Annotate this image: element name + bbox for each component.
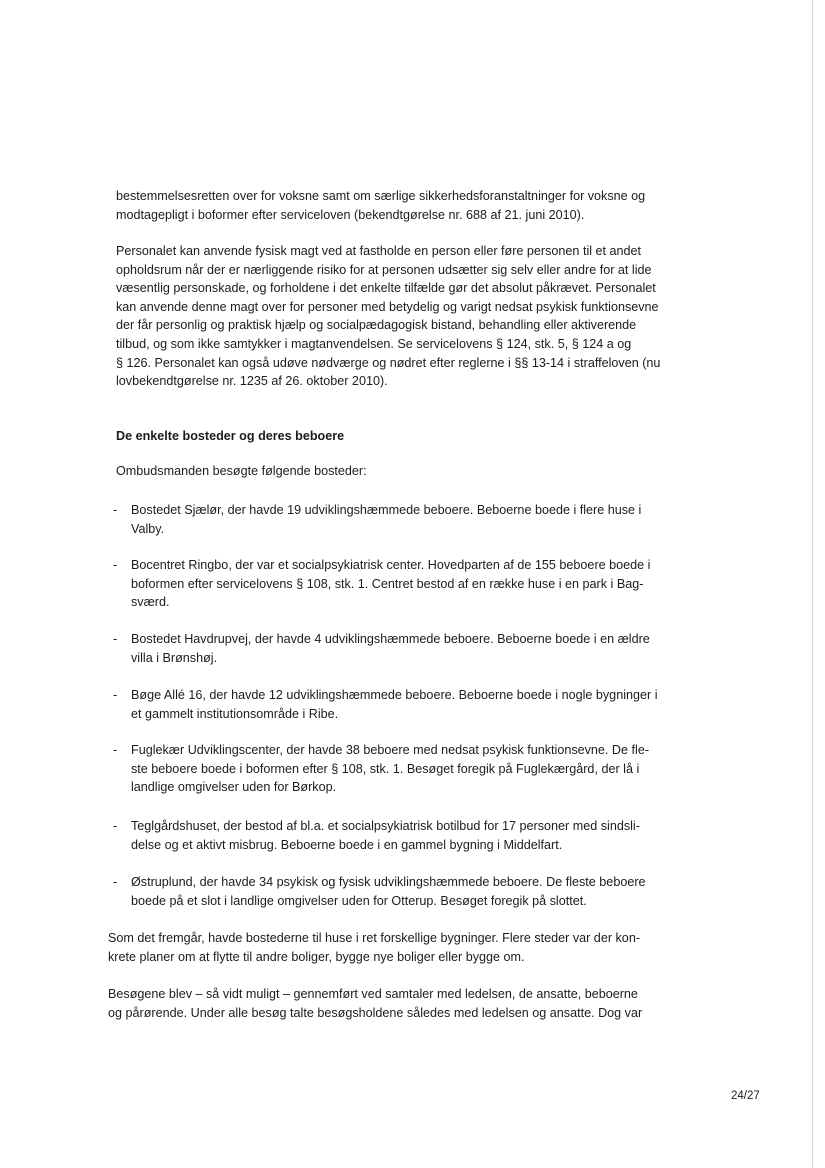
text-line: Valby. [131, 521, 165, 536]
list-dash: - [113, 503, 118, 517]
text-line: lovbekendtgørelse nr. 1235 af 26. oktober 2010). [116, 374, 388, 389]
paragraph-summary [108, 929, 678, 966]
text-line: Bøge Allé 16, der havde 12 udviklingshæmmede beboere. Beboerne boede i nogle bygninger i [131, 688, 658, 702]
text-line: villa i Brønshøj. [131, 650, 218, 665]
text-line: § 126. Personalet kan også udøve nødværge og nødret efter reglerne i §§ 13-14 i straffeloven (nu [116, 355, 661, 370]
text-line: Bostedet Havdrupvej, der havde 4 udviklingshæmmede beboere. Beboerne boede i en ældre [131, 632, 650, 646]
list-dash: - [113, 743, 118, 757]
scan-edge-line [812, 0, 813, 1168]
text-line: Bocentret Ringbo, der var et socialpsykiatrisk center. Hovedparten af de 155 beboere boede i [131, 558, 651, 572]
text-line: og pårørende. Under alle besøg talte besøgsholdene således med ledelsen og ansatte. Dog var [108, 1005, 643, 1020]
section-lead: Ombudsmanden besøgte følgende bosteder: [116, 464, 367, 478]
text-line: Besøgene blev – så vidt muligt – gennemført ved samtaler med ledelsen, de ansatte, beboerne [108, 987, 638, 1001]
text-line: kan anvende denne magt over for personer med betydelig og varigt nedsat psykisk funktionsevne [116, 299, 659, 314]
list-dash: - [113, 819, 118, 833]
text-line: Fuglekær Udviklingscenter, der havde 38 beboere med nedsat psykisk funktionsevne. De fle- [131, 743, 650, 757]
text-line: boede på et slot i landlige omgivelser uden for Otterup. Besøget foregik på slottet. [131, 893, 587, 908]
paragraph-visits [108, 985, 678, 1022]
text-line: delse og et aktivt misbrug. Beboerne boede i en gammel bygning i Middelfart. [131, 837, 563, 852]
text-line: landlige omgivelser uden for Børkop. [131, 780, 337, 795]
text-line: modtagepligt i boformer efter serviceloven (bekendtgørelse nr. 688 af 21. juni 2010). [116, 207, 585, 222]
text-line: ste beboere boede i boformen efter § 108, stk. 1. Besøget foregik på Fuglekærgård, der lå i [131, 761, 640, 776]
section-heading: De enkelte bosteder og deres beboere [116, 429, 345, 443]
text-line: Østruplund, der havde 34 psykisk og fysisk udviklingshæmmede beboere. De fleste beboere [131, 875, 646, 889]
text-line: Som det fremgår, havde bostederne til huse i ret forskellige bygninger. Flere steder var der kon- [108, 931, 641, 945]
list-dash: - [113, 558, 118, 572]
text-line: Bostedet Sjælør, der havde 19 udviklingshæmmede beboere. Beboerne boede i flere huse i [131, 503, 642, 517]
text-line: sværd. [131, 595, 170, 610]
text-line: et gammelt institutionsområde i Ribe. [131, 706, 339, 721]
text-line: opholdsrum når der er nærliggende risiko for at personen udsætter sig selv eller andre for at lide [116, 262, 652, 277]
text-line: væsentlig personskade, og forholdene i det enkelte tilfælde gør det absolut påkrævet. Personalet [116, 281, 656, 296]
text-line: boformen efter servicelovens § 108, stk. 1. Centret bestod af en række huse i en park i Bag- [131, 576, 644, 591]
page-number: 24/27 [731, 1090, 760, 1102]
list-dash: - [113, 688, 118, 702]
text-line: Personalet kan anvende fysisk magt ved at fastholde en person eller føre personen til et andet [116, 244, 642, 258]
text-line: der får personlig og praktisk hjælp og socialpædagogisk bistand, behandling eller aktiverende [116, 318, 637, 333]
list-dash: - [113, 875, 118, 889]
paragraph-intro [116, 187, 676, 224]
text-line: Teglgårdshuset, der bestod af bl.a. et socialpsykiatrisk botilbud for 17 personer med sindsli- [131, 819, 640, 833]
list-dash: - [113, 632, 118, 646]
text-line: tilbud, og som ikke samtykker i magtanvendelsen. Se servicelovens § 124, stk. 5, § 124 a og [116, 336, 632, 351]
text-line: krete planer om at flytte til andre boliger, bygge nye boliger eller bygge om. [108, 949, 525, 964]
paragraph-physical-force [116, 242, 676, 391]
text-line: bestemmelsesretten over for voksne samt om særlige sikkerhedsforanstaltninger for voksne og [116, 189, 646, 203]
